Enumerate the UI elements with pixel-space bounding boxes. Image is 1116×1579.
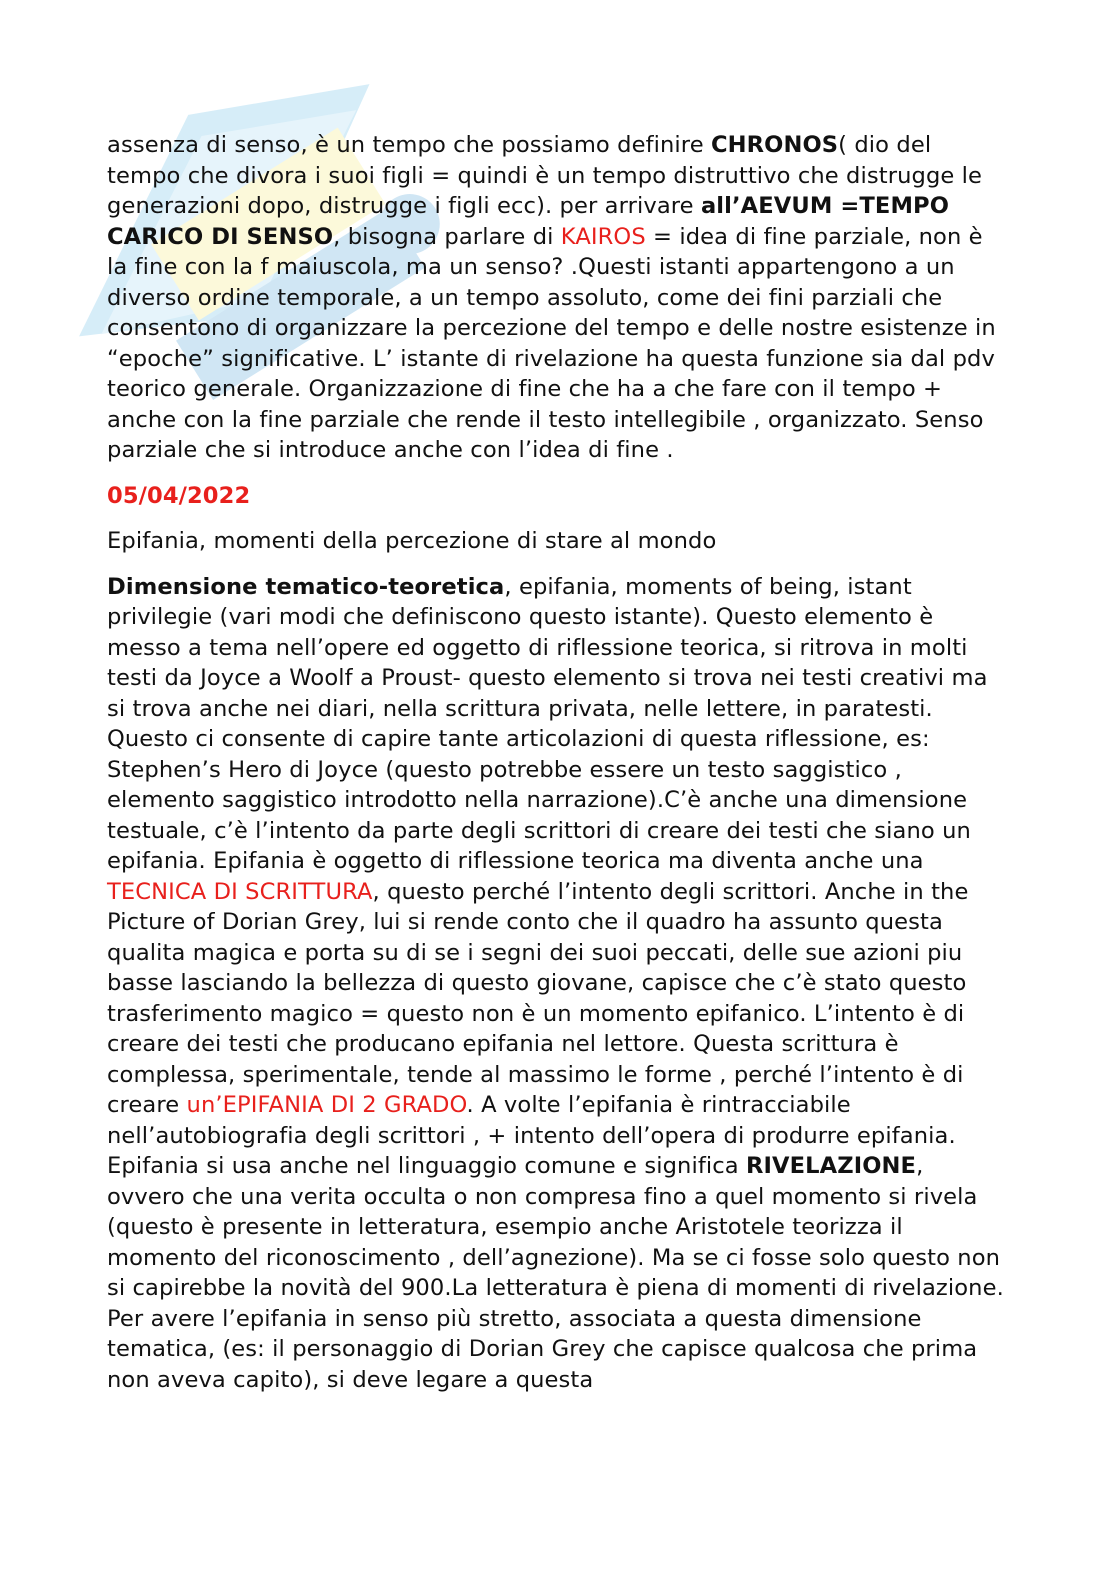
bold-term-chronos: CHRONOS xyxy=(710,132,839,158)
document-body xyxy=(107,130,1007,1395)
text-run: , ovvero che una verita occulta o non compresa fino a quel momento si rivela (questo è presente in letteratura, esempio anche Aristotele teorizza il momento del riconoscimento , dell’agnezione). Ma se ci fosse solo questo non si capirebbe la novità del 900.La letteratura è piena di momenti di rivelazione. Per avere l’epifania in senso più stretto, associata a questa dimensione tematica, (es: il personaggio di Dorian Grey che capisce qualcosa che prima non aveva capito), si deve legare a questa xyxy=(107,1153,1004,1393)
text-run: , epifania, moments of being, istant privilegie (vari modi che definiscono questo istante). Questo elemento è messo a tema nell’opere ed oggetto di riflessione teorica, si ritrova in molti testi da Joyce a Woolf a Proust- questo elemento si trova nei testi creativi ma si trova anche nei diari, nella scrittura privata, nelle lettere, in paratesti. Questo ci consente di capire tante articolazioni di questa riflessione, es: Stephen’s Hero di Joyce (questo potrebbe essere un testo saggistico , elemento saggistico introdotto nella narrazione).C’è anche una dimensione testuale, c’è l’intento da parte degli scrittori di creare dei testi che siano un epifania. Epifania è oggetto di riflessione teorica ma diventa anche una xyxy=(107,573,988,874)
bold-term-rivelazione: RIVELAZIONE xyxy=(746,1153,917,1179)
highlight-tecnica: TECNICA DI SCRITTURA xyxy=(107,878,373,905)
text-run: ( dio del tempo che divora i suoi figli = quindi è un tempo distruttivo che distrugge le generazioni dopo, distrugge i figli ecc). per arrivare xyxy=(107,132,983,219)
date-heading: 05/04/2022 xyxy=(107,482,251,509)
text-run: , bisogna parlare di xyxy=(333,223,561,250)
text-run: = idea di fine parziale, non è la fine con la f maiuscola, ma un senso? .Questi istanti appartengono a un diverso ordine temporale, a un tempo assoluto, come dei fini parziali che consentono di organizzare la percezione del tempo e delle nostre esistenze in “epoche” significative. L’ istante di rivelazione ha questa funzione sia dal pdv teorico generale. Organizzazione di fine che ha a che fare con il tempo + anche con la fine parziale che rende il testo intellegibile , organizzato. Senso parziale che si introduce anche con l’idea di fine . xyxy=(107,223,996,463)
bold-term-aevum: all’AEVUM =TEMPO CARICO DI SENSO xyxy=(107,193,949,250)
text-run: assenza di senso, è un tempo che possiamo definire xyxy=(107,132,711,158)
text-run: , questo perché l’intento degli scrittori. Anche in the Picture of Dorian Grey, lui si rende conto che il quadro ha assunto questa qualita magica e porta su di se i segni dei suoi peccati, delle sue azioni piu basse lasciando la bellezza di questo giovane, capisce che c’è stato questo trasferimento magico = questo non è un momento epifanico. L’intento è di creare dei testi che producano epifania nel lettore. Questa scrittura è complessa, sperimentale, tende al massimo le forme , perché l’intento è di creare xyxy=(107,878,969,1118)
paragraph-chronos-kairos xyxy=(107,130,1007,466)
bold-term-dimensione: Dimensione tematico-teoretica xyxy=(107,573,505,600)
highlight-epifania-2-grado: un’EPIFANIA DI 2 GRADO xyxy=(186,1092,467,1118)
highlight-kairos: KAIROS xyxy=(560,223,646,250)
paragraph-epifania xyxy=(107,572,1007,1396)
text-run: . A volte l’epifania è rintracciabile nell’autobiografia degli scrittori , + intento dell’opera di produrre epifania. Epifania si usa anche nel linguaggio comune e significa xyxy=(107,1092,956,1179)
subtitle: Epifania, momenti della percezione di stare al mondo xyxy=(107,528,717,554)
